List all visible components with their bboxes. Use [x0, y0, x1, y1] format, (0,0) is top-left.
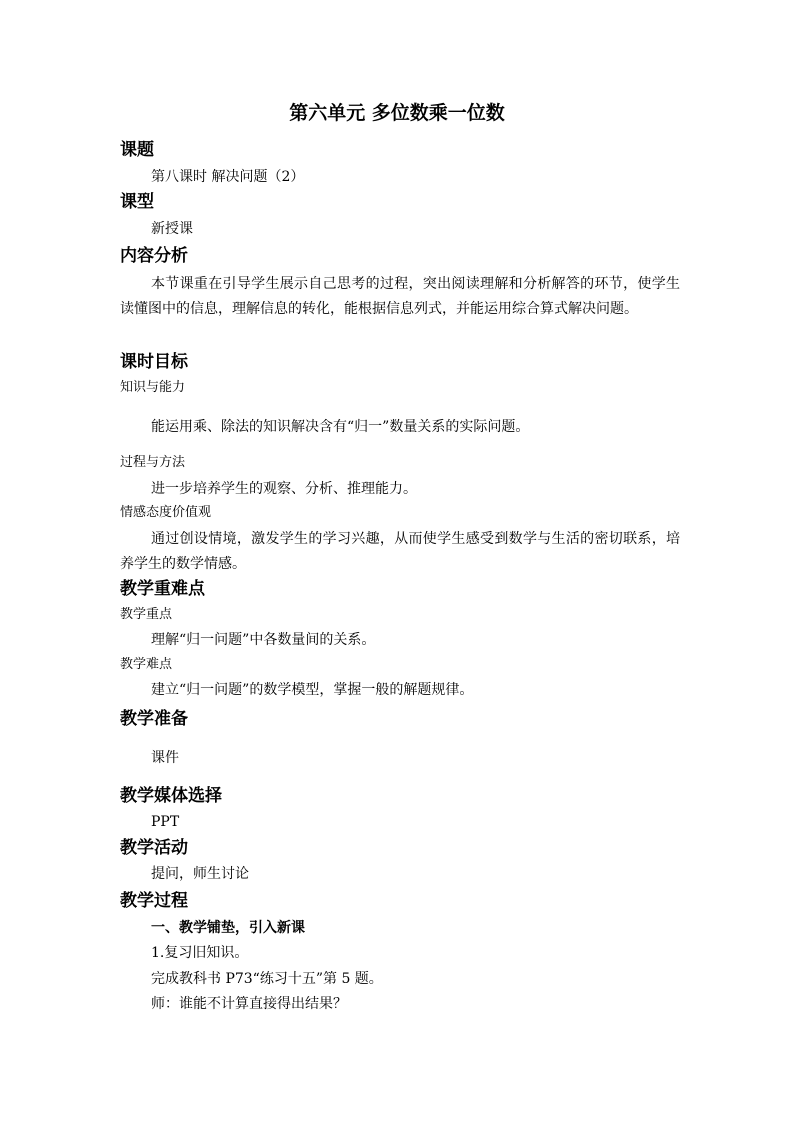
difficulty-text: 建立“归一问题”的数学模型，掌握一般的解题规律。 — [151, 682, 474, 698]
process-item-1: 1.复习旧知识。 — [151, 945, 249, 961]
process-method-text: 进一步培养学生的观察、分析、推理能力。 — [151, 481, 417, 497]
heading-activities: 教学活动 — [120, 838, 188, 858]
subheading-knowledge: 知识与能力 — [120, 380, 186, 395]
heading-objectives: 课时目标 — [120, 352, 188, 372]
subheading-emotion: 情感态度价值观 — [120, 505, 212, 520]
knowledge-text: 能运用乘、除法的知识解决含有“归一”数量关系的实际问题。 — [151, 419, 530, 435]
preparation-text: 课件 — [151, 750, 179, 766]
lesson-type-text: 新授课 — [151, 221, 193, 237]
activities-text: 提问，师生讨论 — [151, 866, 249, 882]
content-analysis-paragraph: 本节课重在引导学生展示自己思考的过程，突出阅读理解和分析解答的环节，使学生读懂图中的信息，理解信息的转化，能根据信息列式，并能运用综合算式解决问题。 — [120, 276, 680, 317]
heading-topic: 课题 — [120, 140, 154, 160]
emotion-paragraph: 通过创设情境，激发学生的学习兴趣，从而使学生感受到数学与生活的密切联系，培养学生的数学情感。 — [120, 531, 680, 572]
key-text: 理解“归一问题”中各数量间的关系。 — [151, 632, 376, 648]
process-section-1: 一、教学铺垫，引入新课 — [151, 920, 305, 936]
heading-lesson-type: 课型 — [120, 192, 154, 212]
heading-preparation: 教学准备 — [120, 709, 188, 729]
heading-process: 教学过程 — [120, 891, 188, 911]
topic-text: 第八课时 解决问题（2） — [151, 169, 305, 185]
process-item-2: 完成教科书 P73“练习十五”第 5 题。 — [151, 971, 383, 987]
media-text: PPT — [151, 814, 180, 830]
heading-content-analysis: 内容分析 — [120, 246, 188, 266]
process-item-3: 师：谁能不计算直接得出结果？ — [151, 996, 347, 1012]
heading-media: 教学媒体选择 — [120, 786, 222, 806]
subheading-key: 教学重点 — [120, 607, 173, 622]
heading-key-points: 教学重难点 — [120, 579, 205, 599]
document-title: 第六单元 多位数乘一位数 — [289, 102, 505, 124]
subheading-process-method: 过程与方法 — [120, 455, 186, 470]
subheading-difficulty: 教学难点 — [120, 657, 173, 672]
